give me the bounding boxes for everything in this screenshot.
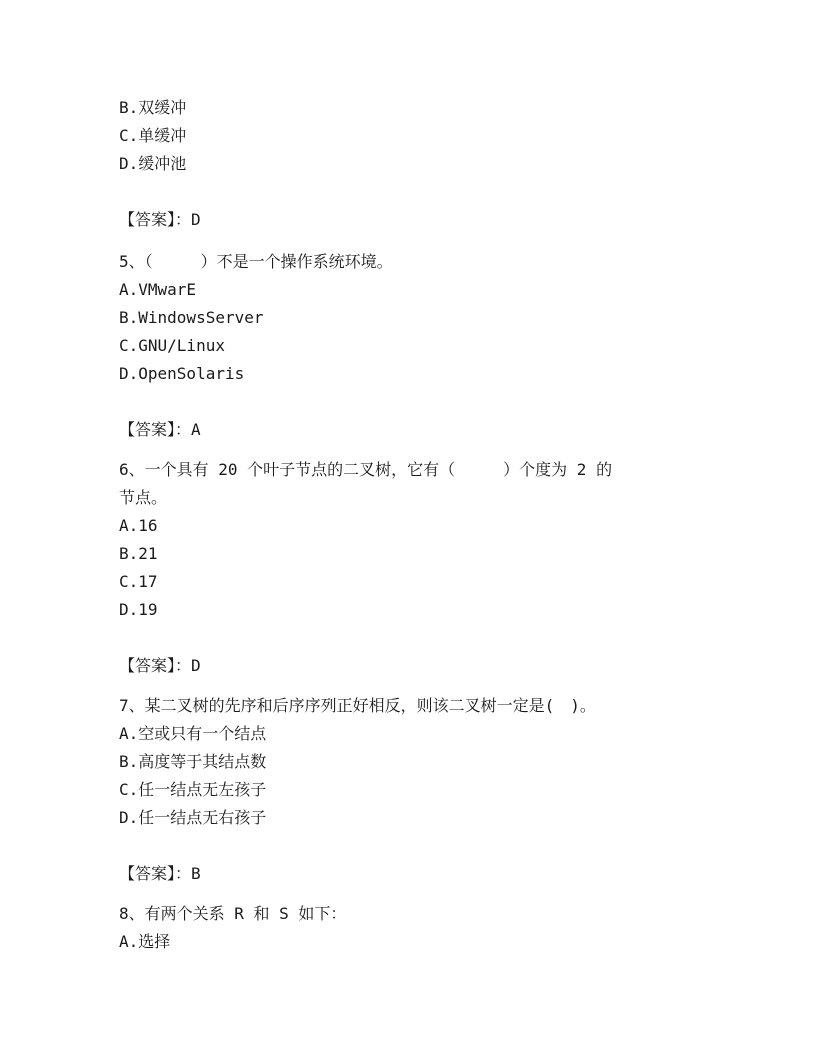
option-d: D.OpenSolaris — [119, 364, 245, 383]
answer-line: 【答案】：B — [119, 864, 201, 883]
option-a: A.16 — [119, 516, 158, 535]
question-7-stem: 7、某二叉树的先序和后序序列正好相反，则该二叉树一定是( )。 — [119, 696, 596, 715]
option-b: B.高度等于其结点数 — [119, 752, 267, 771]
question-6-stem-cont: 节点。 — [119, 488, 168, 507]
option-c: C.任一结点无左孩子 — [119, 780, 267, 799]
question-6-stem: 6、一个具有 20 个叶子节点的二叉树，它有（ ）个度为 2 的 — [119, 460, 613, 479]
option-d: D.任一结点无右孩子 — [119, 808, 267, 827]
option-a: A.选择 — [119, 932, 171, 951]
option-b: B.21 — [119, 544, 158, 563]
option-c: C.单缓冲 — [119, 126, 187, 145]
option-a: A.空或只有一个结点 — [119, 724, 267, 743]
option-b: B.WindowsServer — [119, 308, 264, 327]
option-d: D.19 — [119, 600, 158, 619]
option-c: C.GNU/Linux — [119, 336, 225, 355]
question-8-stem: 8、有两个关系 R 和 S 如下： — [119, 904, 347, 923]
option-b: B.双缓冲 — [119, 98, 187, 117]
option-d: D.缓冲池 — [119, 154, 187, 173]
question-5-stem: 5、（ ）不是一个操作系统环境。 — [119, 252, 393, 271]
option-c: C.17 — [119, 572, 158, 591]
answer-line: 【答案】：D — [119, 210, 201, 229]
answer-line: 【答案】：A — [119, 420, 201, 439]
answer-line: 【答案】：D — [119, 656, 201, 675]
option-a: A.VMwarE — [119, 280, 197, 299]
